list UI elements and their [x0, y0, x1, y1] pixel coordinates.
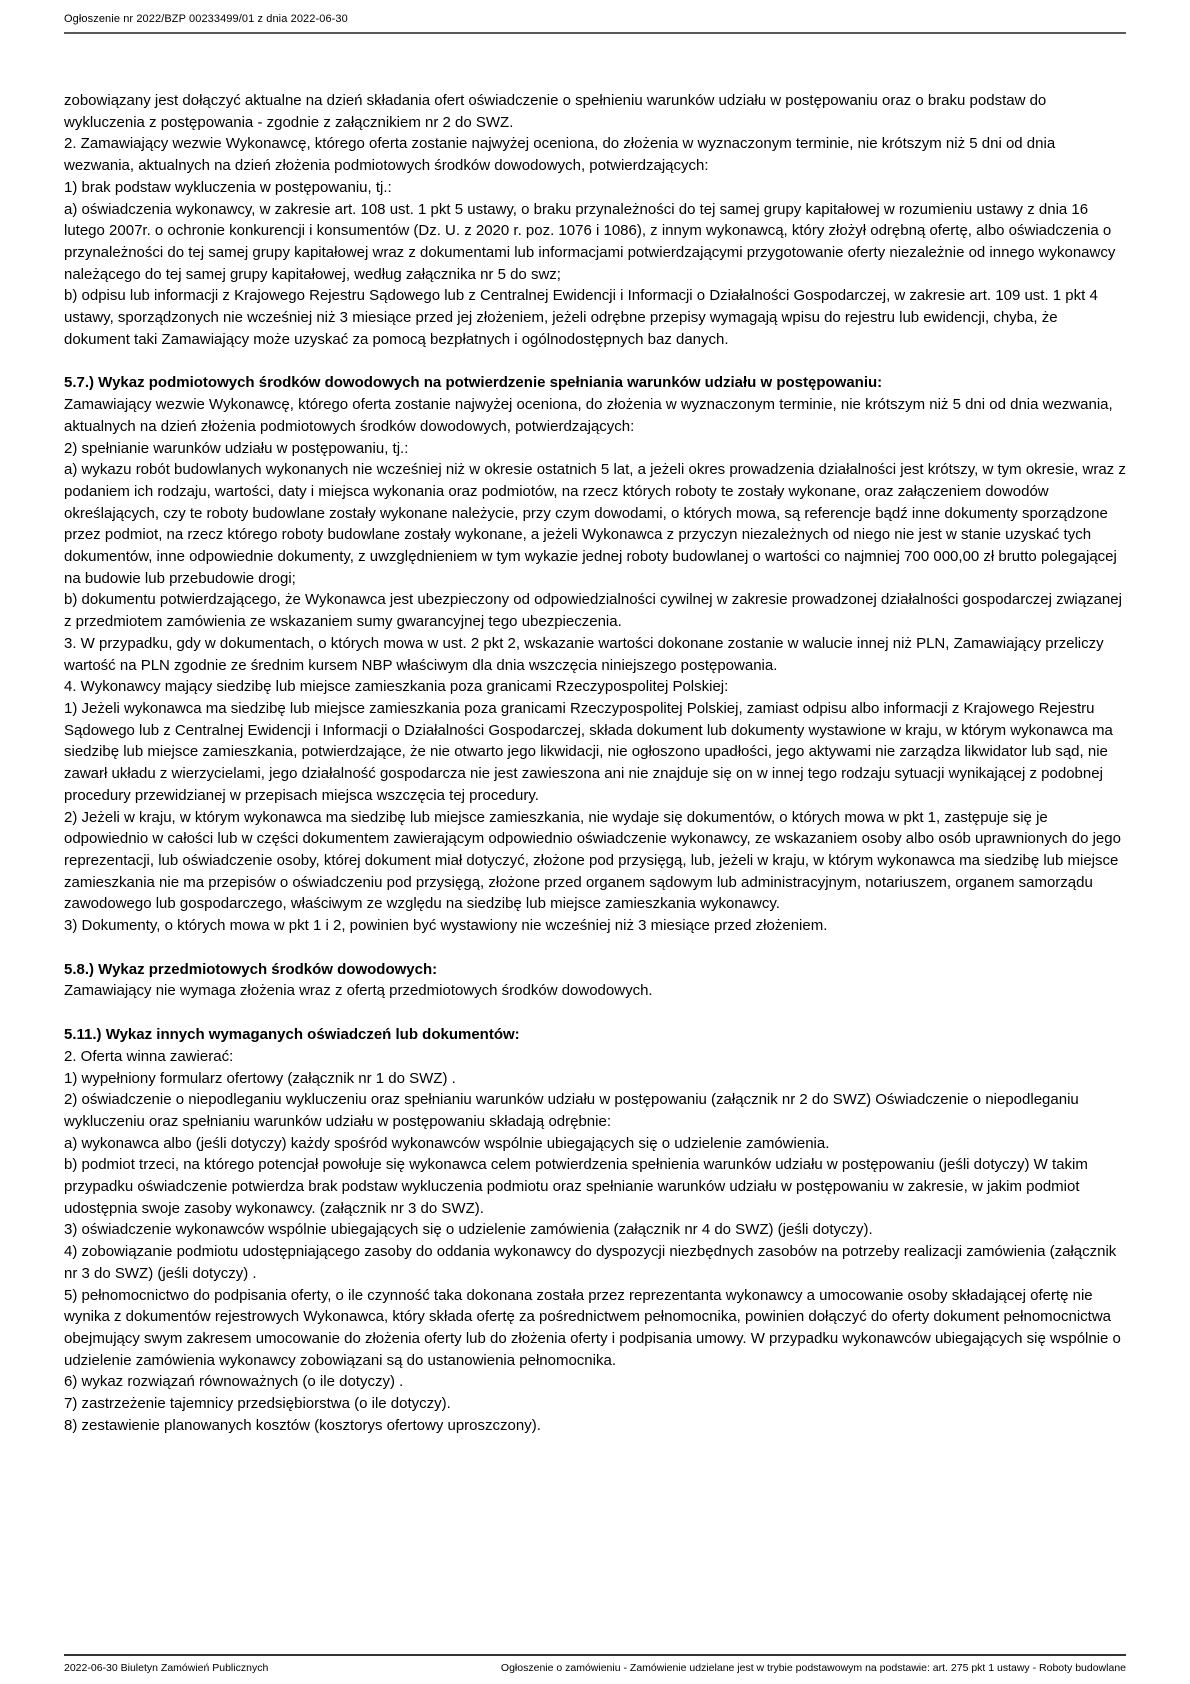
page-footer: [64, 1654, 1126, 1674]
footer-procedure-label: Ogłoszenie o zamówieniu - Zamówienie udzielane jest w trybie podstawowym na podstawie: art. 275 pkt 1 ustawy - Roboty budowlane: [500, 1662, 1126, 1674]
paragraph: 4) zobowiązanie podmiotu udostępniającego zasoby do oddania wykonawcy do dyspozycji niezbędnych zasobów na potrzeby realizacji zamówienia (załącznik nr 3 do SWZ) (jeśli dotyczy) .: [64, 1243, 1117, 1282]
section-heading: 5.7.) Wykaz podmiotowych środków dowodowych na potwierdzenie spełniania warunków udziału w postępowaniu:: [64, 374, 883, 392]
paragraph: 1) brak podstaw wykluczenia w postępowaniu, tj.:: [64, 178, 392, 196]
paragraph: a) wykonawca albo (jeśli dotyczy) każdy spośród wykonawców wspólnie ubiegających się o udzielenie zamówienia.: [64, 1134, 830, 1152]
paragraph: 2) spełnianie warunków udziału w postępowaniu, tj.:: [64, 439, 409, 457]
paragraph: 3) Dokumenty, o których mowa w pkt 1 i 2, powinien być wystawiony nie wcześniej niż 3 miesiące przed złożeniem.: [64, 917, 828, 935]
document-section: [64, 372, 1126, 936]
footer-bulletin-label: 2022-06-30 Biuletyn Zamówień Publicznych: [64, 1662, 269, 1674]
paragraph: 1) Jeżeli wykonawca ma siedzibę lub miejsce zamieszkania poza granicami Rzeczypospolitej Polskiej, zamiast odpisu albo informacji z Krajowego Rejestru Sądowego lub z Centralnej Ewidencji i Informacji o Działalności Gospodarczej, składa dokument lub dokumenty wystawione w kraju, w którym wykonawca ma siedzibę lub miejsce zamieszkania, potwierdzające, że nie otwarto jego likwidacji, nie ogłoszono upadłości, jego aktywami nie zarządza likwidator lub sąd, nie zawarł układu z wierzycielami, jego działalność gospodarcza nie jest zawieszona ani nie znajduje się on w innej tego rodzaju sytuacji wynikającej z podobnej procedury przewidzianej w przepisach miejsca wszczęcia tej procedury.: [64, 699, 1113, 804]
paragraph: 3) oświadczenie wykonawców wspólnie ubiegających się o udzielenie zamówienia (załącznik nr 4 do SWZ) (jeśli dotyczy).: [64, 1221, 873, 1239]
section-heading: 5.8.) Wykaz przedmiotowych środków dowodowych:: [64, 960, 438, 978]
paragraph: 7) zastrzeżenie tajemnicy przedsiębiorstwa (o ile dotyczy).: [64, 1395, 451, 1413]
paragraph: b) odpisu lub informacji z Krajowego Rejestru Sądowego lub z Centralnej Ewidencji i Informacji o Działalności Gospodarczej, w zakresie art. 109 ust. 1 pkt 4 ustawy, sporządzonych nie wcześniej niż 3 miesiące przed jej złożeniem, jeżeli odrębne przepisy wymagają wpisu do rejestru lub ewidencji, chyba, że dokument taki Zamawiający może uzyskać za pomocą bezpłatnych i ogólnodostępnych baz danych.: [64, 287, 1098, 348]
paragraph: 4. Wykonawcy mający siedzibę lub miejsce zamieszkania poza granicami Rzeczypospolitej Polskiej:: [64, 678, 729, 696]
paragraph: 8) zestawienie planowanych kosztów (kosztorys ofertowy uproszczony).: [64, 1416, 541, 1434]
paragraph: 2. Oferta winna zawierać:: [64, 1047, 234, 1065]
paragraph: Zamawiający wezwie Wykonawcę, którego oferta zostanie najwyżej oceniona, do złożenia w wyznaczonym terminie, nie krótszym niż 5 dni od dnia wezwania, aktualnych na dzień złożenia podmiotowych środków dowodowych, potwierdzających:: [64, 396, 1113, 435]
paragraph: 2. Zamawiający wezwie Wykonawcę, którego oferta zostanie najwyżej oceniona, do złożenia w wyznaczonym terminie, nie krótszym niż 5 dni od dnia wezwania, aktualnych na dzień złożenia podmiotowych środków dowodowych, potwierdzających:: [64, 135, 1056, 175]
paragraph: a) oświadczenia wykonawcy, w zakresie art. 108 ust. 1 pkt 5 ustawy, o braku przynależności do tej samej grupy kapitałowej w rozumieniu ustawy z dnia 16 lutego 2007r. o ochronie konkurencji i konsumentów (Dz. U. z 2020 r. poz. 1076 i 1086), z innym wykonawcą, który złożył odrębną ofertę, albo oświadczenia o przynależności do tej samej grupy kapitałowej wraz z dokumentami lub informacjami potwierdzającymi przygotowanie oferty niezależnie od innego wykonawcy należącego do tej samej grupy kapitałowej, według załącznika nr 5 do swz;: [64, 200, 1116, 283]
paragraph: Zamawiający nie wymaga złożenia wraz z ofertą przedmiotowych środków dowodowych.: [64, 982, 653, 1000]
announcement-number: Ogłoszenie nr 2022/BZP 00233499/01 z dnia 2022-06-30: [64, 13, 348, 25]
paragraph: 2) oświadczenie o niepodleganiu wykluczeniu oraz spełnianiu warunków udziału w postępowaniu (załącznik nr 2 do SWZ) Oświadczenie o niepodleganiu wykluczeniu oraz spełnianiu warunków udziału w postępowaniu składają odrębnie:: [64, 1091, 1079, 1130]
document-section: [64, 1024, 1126, 1436]
paragraph: 6) wykaz rozwiązań równoważnych (o ile dotyczy) .: [64, 1373, 404, 1391]
paragraph: 2) Jeżeli w kraju, w którym wykonawca ma siedzibę lub miejsce zamieszkania, nie wydaje się dokumentów, o których mowa w pkt 1, zastępuje się je odpowiednio w całości lub w części dokumentem zawierającym odpowiednio oświadczenie wykonawcy, ze wskazaniem osoby albo osób uprawnionych do jego reprezentacji, lub oświadczenie osoby, której dokument miał dotyczyć, złożone pod przysięgą, lub, jeżeli w kraju, w którym wykonawca ma siedzibę lub miejsce zamieszkania nie ma przepisów o oświadczeniu pod przysięgą, złożone przed organem sądowym lub administracyjnym, notariuszem, organem samorządu zawodowego lub gospodarczego, właściwym ze względu na siedzibę lub miejsce zamieszkania wykonawcy.: [64, 808, 1121, 913]
paragraph: b) dokumentu potwierdzającego, że Wykonawca jest ubezpieczony od odpowiedzialności cywilnej w zakresie prowadzonej działalności gospodarczej związanej z przedmiotem zamówienia ze wskazaniem sumy gwarancyjnej tego ubezpieczenia.: [64, 591, 1122, 631]
paragraph: 3. W przypadku, gdy w dokumentach, o których mowa w ust. 2 pkt 2, wskazanie wartości dokonane zostanie w walucie innej niż PLN, Zamawiający przeliczy wartość na PLN zgodnie ze średnim kursem NBP właściwym dla dnia wszczęcia niniejszego postępowania.: [64, 634, 1104, 674]
paragraph: 5) pełnomocnictwo do podpisania oferty, o ile czynność taka dokonana została przez reprezentanta wykonawcy a umocowanie osoby składającej ofertę nie wynika z dokumentów rejestrowych Wykonawca, który składa ofertę za pośrednictwem pełnomocnika, powinien dołączyć do oferty dokument pełnomocnictwa obejmujący swym zakresem umocowanie do złożenia oferty lub do złożenia oferty i podpisania umowy. W przypadku wykonawców ubiegających się wspólnie o udzielenie zamówienia wykonawcy zobowiązani są do ustanowienia pełnomocnika.: [64, 1286, 1121, 1369]
page-header: [64, 0, 1126, 34]
paragraph: a) wykazu robót budowlanych wykonanych nie wcześniej niż w okresie ostatnich 5 lat, a jeżeli okres prowadzenia działalności jest krótszy, w tym okresie, wraz z podaniem ich rodzaju, wartości, daty i miejsca wykonania oraz podmiotów, na rzecz których roboty te zostały wykonane, oraz załączeniem dowodów określających, czy te roboty budowlane zostały wykonane należycie, przy czym dowodami, o których mowa, są referencje bądź inne dokumenty sporządzone przez podmiot, na rzecz którego roboty budowlane zostały wykonane, a jeżeli Wykonawca z przyczyn niezależnych od niego nie jest w stanie uzyskać tych dokumentów, inne odpowiednie dokumenty, z uwzględnieniem w tym wykazie jednej roboty budowlanej o wartości co najmniej 700 000,00 zł brutto polegającej na budowie lub przebudowie drogi;: [64, 461, 1126, 587]
paragraph: 1) wypełniony formularz ofertowy (załącznik nr 1 do SWZ) .: [64, 1069, 456, 1087]
section-heading: 5.11.) Wykaz innych wymaganych oświadczeń lub dokumentów:: [64, 1026, 520, 1044]
document-section: [64, 959, 1126, 1002]
paragraph: zobowiązany jest dołączyć aktualne na dzień składania ofert oświadczenie o spełnieniu warunków udziału w postępowaniu oraz o braku podstaw do wykluczenia z postępowania - zgodnie z załącznikiem nr 2 do SWZ.: [64, 92, 1047, 131]
paragraph: b) podmiot trzeci, na którego potencjał powołuje się wykonawca celem potwierdzenia spełnienia warunków udziału w postępowaniu (jeśli dotyczy) W takim przypadku oświadczenie potwierdza brak podstaw wykluczenia podmiotu oraz spełnianie warunków udziału w postępowaniu w zakresie, w jakim podmiot udostępnia swoje zasoby wykonawcy. (załącznik nr 3 do SWZ).: [64, 1156, 1088, 1217]
document-body: [64, 90, 1126, 1436]
document-section: [64, 90, 1126, 350]
